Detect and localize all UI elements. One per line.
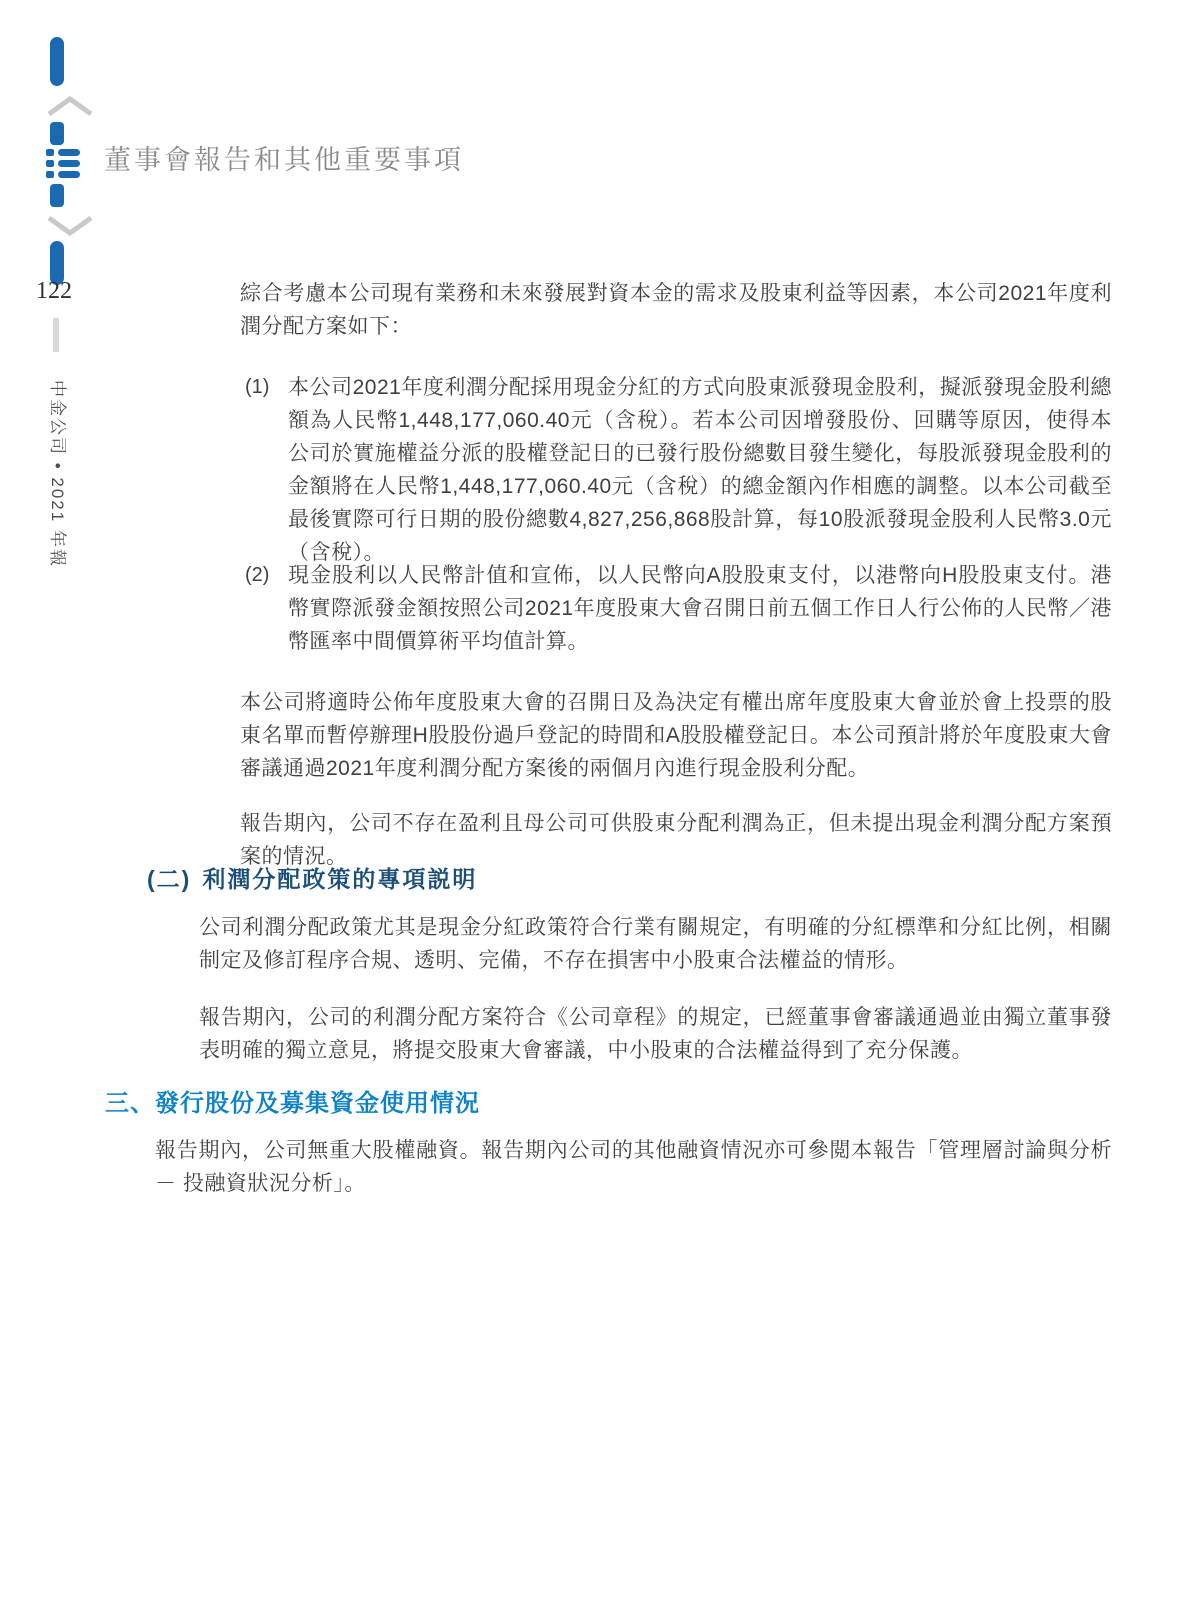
accent-bar-lower bbox=[50, 184, 64, 207]
list-item-2-label: (2) bbox=[245, 564, 270, 586]
section-profit-policy-heading bbox=[147, 861, 477, 894]
list-item-1-label: (1) bbox=[245, 376, 270, 398]
page-number: 122 bbox=[36, 278, 72, 304]
chevron-down-icon bbox=[44, 212, 96, 238]
section-profit-policy-number: (二) bbox=[147, 866, 192, 892]
section-profit-policy-title: 利潤分配政策的專項説明 bbox=[202, 866, 478, 892]
page-number-tick bbox=[53, 318, 59, 352]
profit-policy-paragraph-1: 公司利潤分配政策尤其是現金分紅政策符合行業有關規定，有明確的分紅標準和分紅比例，相關制定及修訂程序合規、透明、完備，不存在損害中小股東合法權益的情形。 bbox=[199, 916, 1112, 972]
chapter-title: 董事會報告和其他重要事項 bbox=[104, 145, 464, 175]
section-share-issuance-title: 三、發行股份及募集資金使用情況 bbox=[105, 1090, 480, 1117]
no-case-paragraph: 報告期內，公司不存在盈利且母公司可供股東分配利潤為正，但未提出現金利潤分配方案預案的情況。 bbox=[240, 812, 1112, 868]
accent-bar-top bbox=[50, 37, 64, 86]
agm-paragraph: 本公司將適時公佈年度股東大會的召開日及為決定有權出席年度股東大會並於會上投票的股東名單而暫停辦理H股股份過戶登記的時間和A股股權登記日。本公司預計將於年度股東大會審議通過2021年度利潤分配方案後的兩個月內進行現金股利分配。 bbox=[240, 691, 1112, 780]
list-icon bbox=[46, 149, 80, 182]
list-item-1-text: 本公司2021年度利潤分配採用現金分紅的方式向股東派發現金股利，擬派發現金股利總額為人民幣1,448,177,060.40元（含稅）。若本公司因增發股份、回購等原因，使得本公司於實施權益分派的股權登記日的已發行股份總數目發生變化，每股派發現金股利的金額將在人民幣1,448,177,060.40元（含稅）的總金額內作相應的調整。以本公司截至最後實際可行日期的股份總數4,827,256,868股計算，每10股派發現金股利人民幣3.0元（含稅）。 bbox=[288, 376, 1112, 564]
intro-paragraph: 綜合考慮本公司現有業務和未來發展對資本金的需求及股東利益等因素，本公司2021年度利潤分配方案如下： bbox=[240, 282, 1112, 338]
chevron-up-icon bbox=[44, 93, 96, 119]
list-item-2-text: 現金股利以人民幣計值和宣佈，以人民幣向A股股東支付，以港幣向H股股東支付。港幣實際派發金額按照公司2021年度股東大會召開日前五個工作日人行公佈的人民幣／港幣匯率中間價算術平均值計算。 bbox=[288, 564, 1112, 653]
profit-policy-paragraph-2: 報告期內，公司的利潤分配方案符合《公司章程》的規定，已經董事會審議通過並由獨立董事發表明確的獨立意見，將提交股東大會審議，中小股東的合法權益得到了充分保護。 bbox=[199, 1006, 1112, 1062]
accent-bar-upper bbox=[50, 122, 64, 145]
share-issuance-paragraph: 報告期內，公司無重大股權融資。報告期內公司的其他融資情況亦可參閲本報告「管理層討論與分析 － 投融資狀況分析」。 bbox=[155, 1139, 1112, 1195]
edition-caption: 中金公司 • 2021 年報 bbox=[48, 380, 67, 568]
